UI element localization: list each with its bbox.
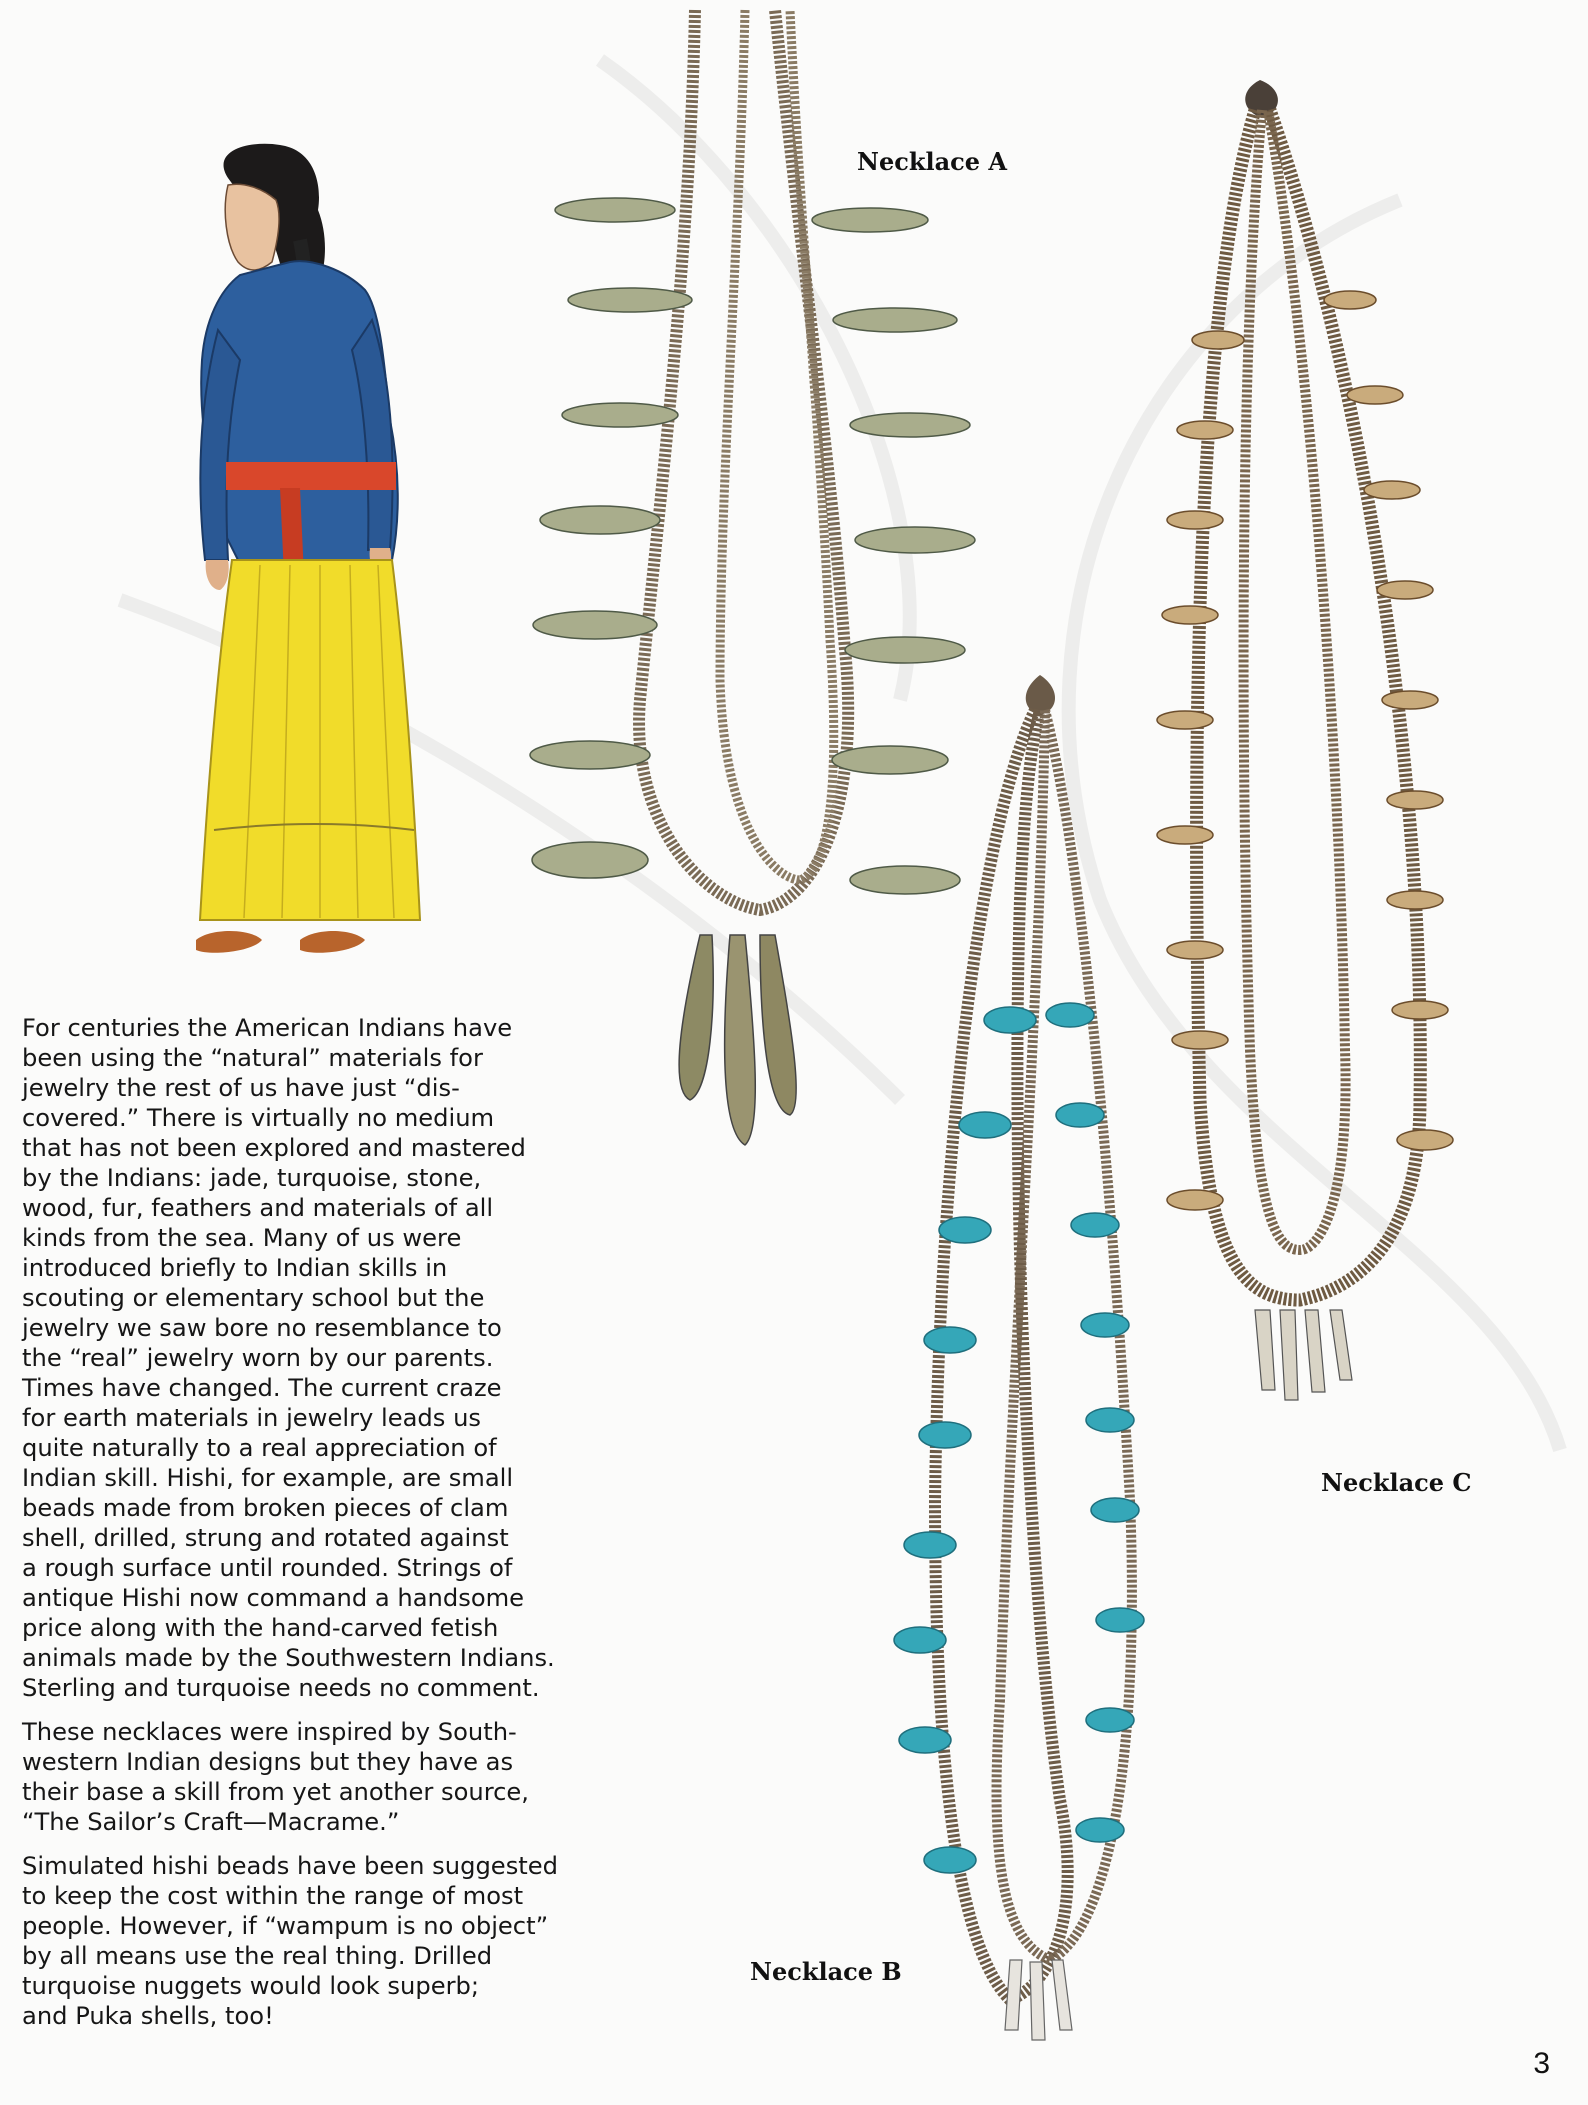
- necklace-b-label: Necklace B: [750, 1957, 902, 1986]
- necklace-c-illustration: [1157, 80, 1453, 1400]
- page-number: 3: [1533, 2047, 1550, 2080]
- paragraph-inspiration: These necklaces were inspired by South- western Indian designs but they have as their base a skill from yet another source, “The Sailor’s Craft—Macrame.”: [22, 1718, 529, 1836]
- necklace-c-label: Necklace C: [1321, 1468, 1472, 1497]
- necklace-a-label: Necklace A: [857, 147, 1007, 176]
- woman-illustration: [196, 144, 420, 953]
- paragraph-intro: For centuries the American Indians have been using the “natural” materials for jewelry the rest of us have just “dis- covered.” There is virtually no medium that has not been explored and mastered by the Indians: jade, turquoise, stone, wood, fur, feathers and materials of all kinds from the sea. Many of us were introduced briefly to Indian skills in scouting or elementary school but the jewelry we saw bore no resemblance to the “real” jewelry worn by our parents. Times have changed. The current craze for earth materials in jewelry leads us quite naturally to a real appreciation of Indian skill. Hishi, for example, are small beads made from broken pieces of clam shell, drilled, strung and rotated against a rough surface until rounded. Strings of antique Hishi now command a handsome price along with the hand-carved fetish animals made by the Southwestern Indians. Sterling and turquoise needs no comment.: [22, 1014, 555, 1702]
- paragraph-materials: Simulated hishi beads have been suggested to keep the cost within the range of most people. However, if “wampum is no object” by all means use the real thing. Drilled turquoise nuggets would look superb; and Puka shells, too!: [22, 1852, 559, 2030]
- body-text: [22, 1013, 602, 2045]
